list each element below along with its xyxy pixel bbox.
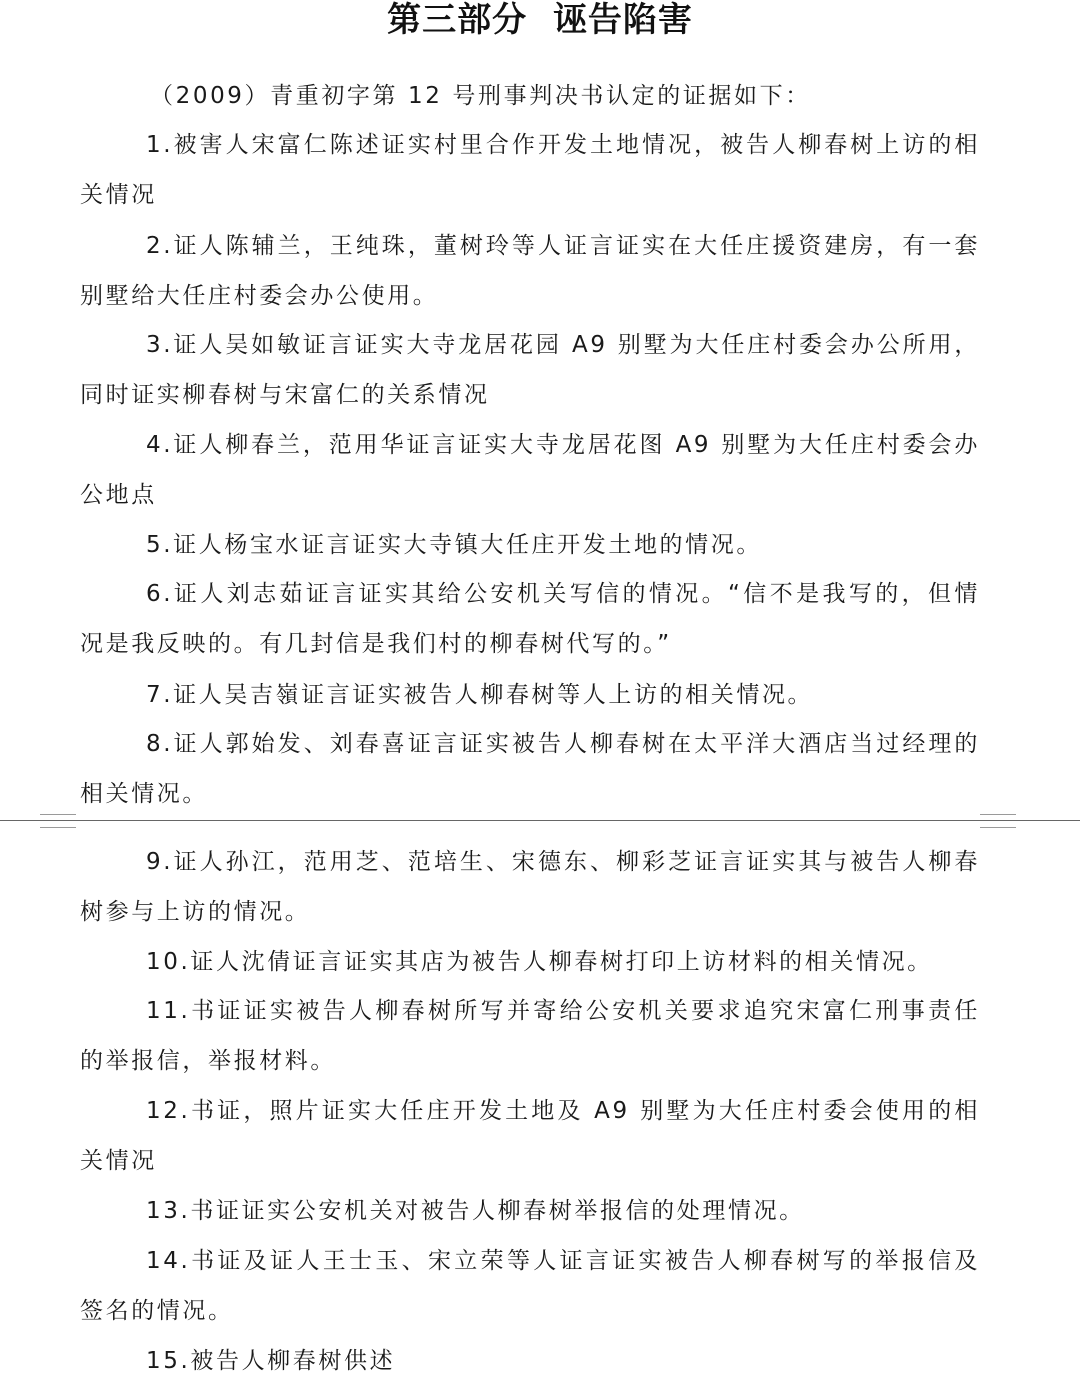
evidence-item-2: 2.证人陈辅兰，王纯珠，董树玲等人证言证实在大任庄援资建房，有一套别墅给大任庄村委会办公使用。 <box>80 233 980 309</box>
evidence-item-11: 11.书证证实被告人柳春树所写并寄给公安机关要求追究宋富仁刑事责任的举报信，举报材料。 <box>80 998 980 1074</box>
evidence-item-7: 7.证人吴吉嶺证言证实被告人柳春树等人上访的相关情况。 <box>146 682 814 708</box>
evidence-item-12: 12.书证，照片证实大任庄开发土地及 A9 别墅为大任庄村委会使用的相关情况 <box>80 1098 980 1174</box>
evidence-item-6: 6.证人刘志茹证言证实其给公安机关写信的情况。“信不是我写的，但情况是我反映的。有几封信是我们村的柳春树代写的。” <box>80 581 980 657</box>
evidence-item-13: 13.书证证实公安机关对被告人柳春树举报信的处理情况。 <box>146 1198 805 1224</box>
intro-paragraph: （2009）青重初字第 12 号刑事判决书认定的证据如下： <box>150 83 811 109</box>
evidence-item-1: 1.被害人宋富仁陈述证实村里合作开发土地情况，被告人柳春树上访的相关情况 <box>80 132 980 208</box>
evidence-item-8: 8.证人郭始发、刘春喜证言证实被告人柳春树在太平洋大酒店当过经理的相关情况。 <box>80 731 980 807</box>
evidence-item-4: 4.证人柳春兰，范用华证言证实大寺龙居花图 A9 别墅为大任庄村委会办公地点 <box>80 432 980 508</box>
evidence-item-14: 14.书证及证人王士玉、宋立荣等人证言证实被告人柳春树写的举报信及签名的情况。 <box>80 1248 980 1324</box>
evidence-item-9: 9.证人孙江，范用芝、范培生、宋德东、柳彩芝证言证实其与被告人柳春树参与上访的情况。 <box>80 849 980 925</box>
evidence-item-3: 3.证人吴如敏证言证实大寺龙居花园 A9 别墅为大任庄村委会办公所用，同时证实柳春树与宋富仁的关系情况 <box>80 332 980 408</box>
page-break-marker-left <box>40 814 76 828</box>
evidence-item-5: 5.证人杨宝水证言证实大寺镇大任庄开发土地的情况。 <box>146 532 762 558</box>
section-title: 第三部分 诬告陷害 <box>387 0 693 40</box>
page-break-line <box>0 820 1080 821</box>
evidence-item-10: 10.证人沈倩证言证实其店为被告人柳春树打印上访材料的相关情况。 <box>146 949 933 975</box>
page-break-marker-right <box>980 814 1016 828</box>
evidence-item-15: 15.被告人柳春树供述 <box>146 1348 396 1374</box>
